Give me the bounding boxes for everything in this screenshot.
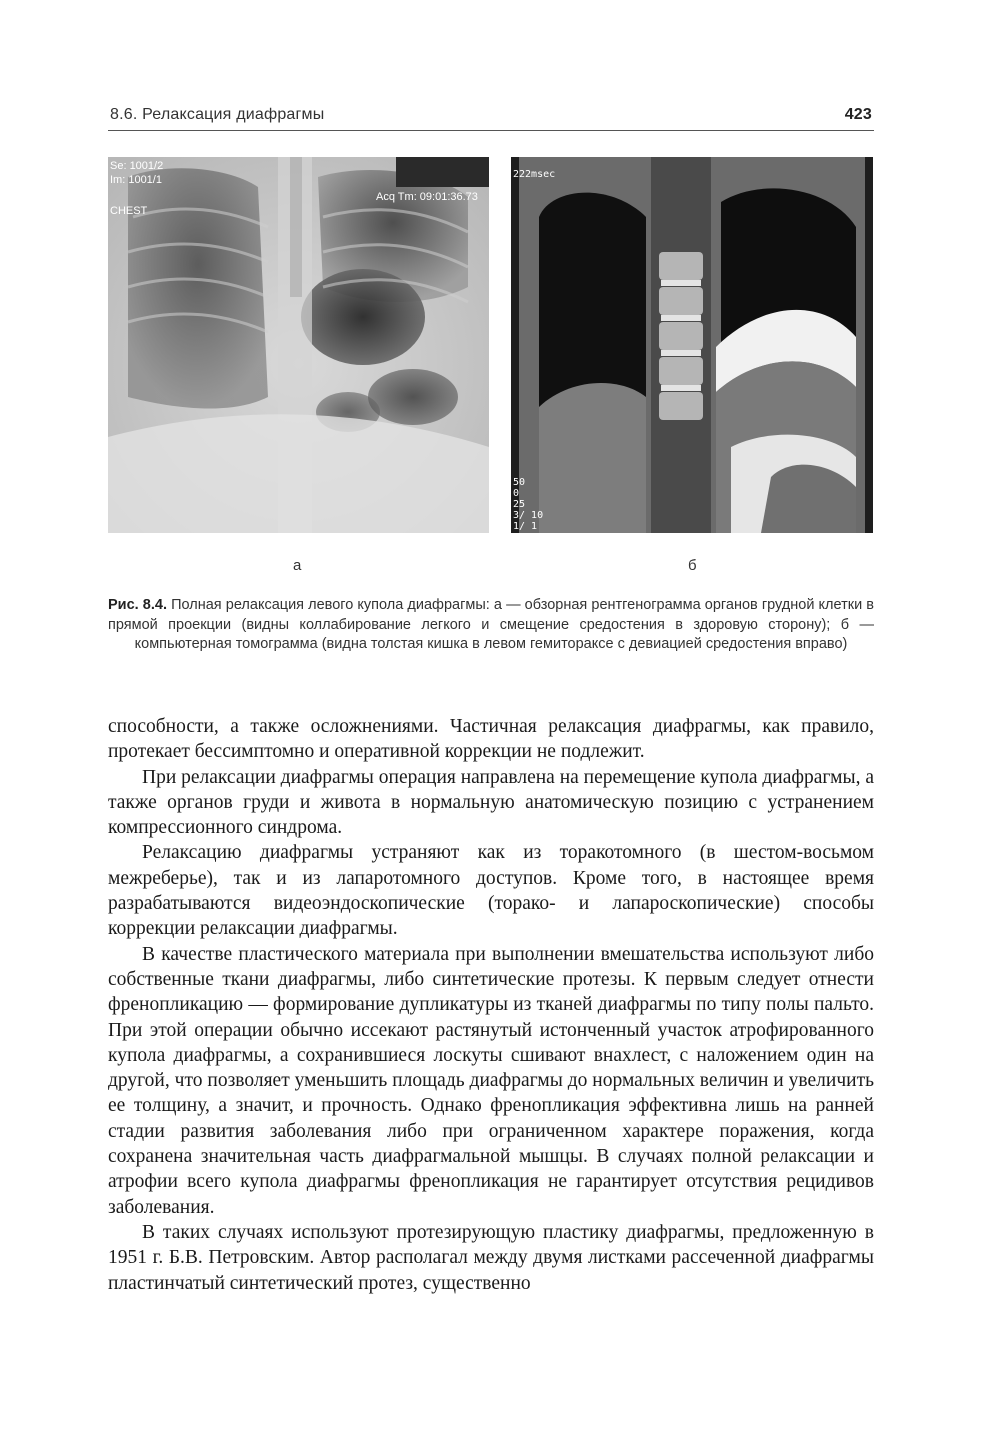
ct-param-4: 3/ 10	[513, 510, 544, 521]
running-head	[108, 106, 874, 131]
paragraph-5: В таких случаях используют протезирующую пластику диафрагмы, предложенную в 1951 г. Б.В. Петровским. Автор располагал между двумя листками рассеченной диафрагмы пластинчатый синтетический протез, существенно	[108, 1221, 874, 1294]
paragraph-1: способности, а также осложнениями. Частичная релаксация диафрагмы, как правило, протекает бессимптомно и оперативной коррекции не подлежит.	[108, 716, 874, 763]
caption-text: Полная релаксация левого купола диафрагмы: а — обзорная рентгенограмма органов грудной клетки в прямой проекции (видны коллабирование легкого и смещение средостения в здоровую сторону); б — компьютерная томограмма (видна толстая кишка в левом гемитораксе с девиацией средостения вправо)	[108, 597, 874, 652]
xray-acq-time-label: Acq Tm: 09:01:36.73	[376, 191, 478, 203]
figure-panel-b-ct	[511, 157, 873, 533]
page-number: 423	[844, 106, 872, 123]
ct-image	[511, 157, 873, 533]
xray-series-label: Se: 1001/2	[110, 160, 164, 172]
xray-image	[108, 157, 489, 533]
caption-lead: Рис. 8.4.	[108, 597, 167, 613]
ct-param-3: 25	[513, 499, 526, 510]
figure-caption	[108, 596, 874, 655]
ct-time-label: 222msec	[513, 169, 556, 180]
paragraph-3: Релаксацию диафрагмы устраняют как из торакотомного (в шестом-восьмом межреберье), так и из лапаротомного доступов. Кроме того, в настоящее время разрабатываются видеоэндоскопические (торако- и лапароскопические) способы коррекции релаксации диафрагмы.	[108, 842, 874, 940]
xray-body-part-label: CHEST	[110, 205, 148, 217]
figure-panel-a-xray	[108, 157, 489, 533]
xray-image-label: Im: 1001/1	[110, 174, 162, 186]
paragraph-4: В качестве пластического материала при выполнении вмешательства используют либо собственные ткани диафрагмы, либо синтетические протезы. К первым следует отнести френопликацию — формирование дупликатуры из тканей диафрагмы по типу полы пальто. При этой операции обычно иссекают растянутый истонченный участок атрофированного купола диафрагмы, а сохранившиеся лоскуты сшивают внахлест, с наложением один на другой, что позволяет уменьшить площадь диафрагмы до нормальных величин и увеличить ее толщину, а значит, и прочность. Однако френопликация эффективна лишь на ранней стадии развития заболевания либо при ограниченном характере поражения, когда сохранена значительная часть диафрагмальной мышцы. В случаях полной релаксации и атрофии всего купола диафрагмы френопликация не гарантирует отсутствия рецидивов заболевания.	[108, 943, 874, 1218]
panel-a-letter: а	[293, 557, 302, 574]
ct-param-5: 1/ 1	[513, 521, 538, 532]
paragraph-2: При релаксации диафрагмы операция направлена на перемещение купола диафрагмы, а также органов груди и живота в нормальную анатомическую позицию с устранением компрессионного синдрома.	[108, 766, 875, 839]
panel-b-letter: б	[688, 557, 697, 574]
body-text	[108, 714, 874, 1296]
ct-param-2: 0	[513, 488, 520, 499]
ct-param-1: 50	[513, 477, 526, 488]
section-title: 8.6. Релаксация диафрагмы	[110, 106, 325, 123]
